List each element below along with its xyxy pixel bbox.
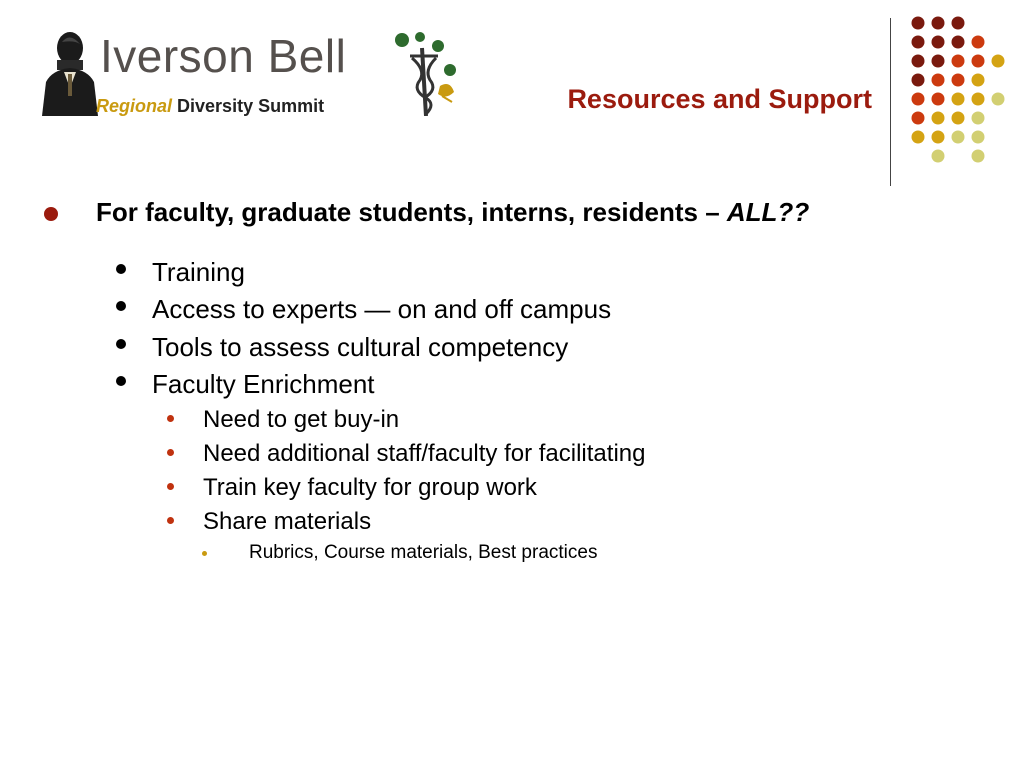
bullet-level2-item: Faculty Enrichment bbox=[152, 369, 375, 399]
bullet-marker bbox=[167, 483, 174, 490]
bullet-level3-item: Train key faculty for group work bbox=[203, 474, 537, 501]
bullet-level2-item: Access to experts — on and off campus bbox=[152, 294, 612, 324]
logo-name: Iverson Bell bbox=[100, 30, 347, 82]
bullet-level3-item: Share materials bbox=[203, 508, 372, 535]
bullet-marker bbox=[116, 339, 126, 349]
bullet-marker bbox=[116, 301, 126, 311]
bullet-level3-item: Need to get buy-in bbox=[203, 406, 400, 433]
bullet-main-text: For faculty, graduate students, interns, residents – bbox=[96, 197, 727, 227]
logo-tag-summit: Diversity Summit bbox=[177, 96, 325, 116]
bullet-marker bbox=[116, 376, 126, 386]
bullet-marker bbox=[167, 517, 174, 524]
slide-title: Resources and Support bbox=[567, 84, 872, 114]
bullet-marker bbox=[202, 551, 207, 556]
bullet-marker bbox=[167, 415, 174, 422]
bullet-marker bbox=[116, 264, 126, 274]
bullet-level3-item: Need additional staff/faculty for facilitating bbox=[203, 440, 646, 467]
bullet-marker bbox=[167, 449, 174, 456]
bullet-main-emphasis: ALL?? bbox=[726, 197, 810, 227]
bullet-level2-item: Tools to assess cultural competency bbox=[152, 332, 569, 362]
bullet-main bbox=[96, 197, 809, 228]
bullet-level2-item: Training bbox=[152, 257, 245, 287]
bullet-level4-item: Rubrics, Course materials, Best practices bbox=[249, 542, 598, 563]
bullet-marker bbox=[44, 207, 58, 221]
logo-tag-regional: Regional bbox=[96, 96, 173, 116]
